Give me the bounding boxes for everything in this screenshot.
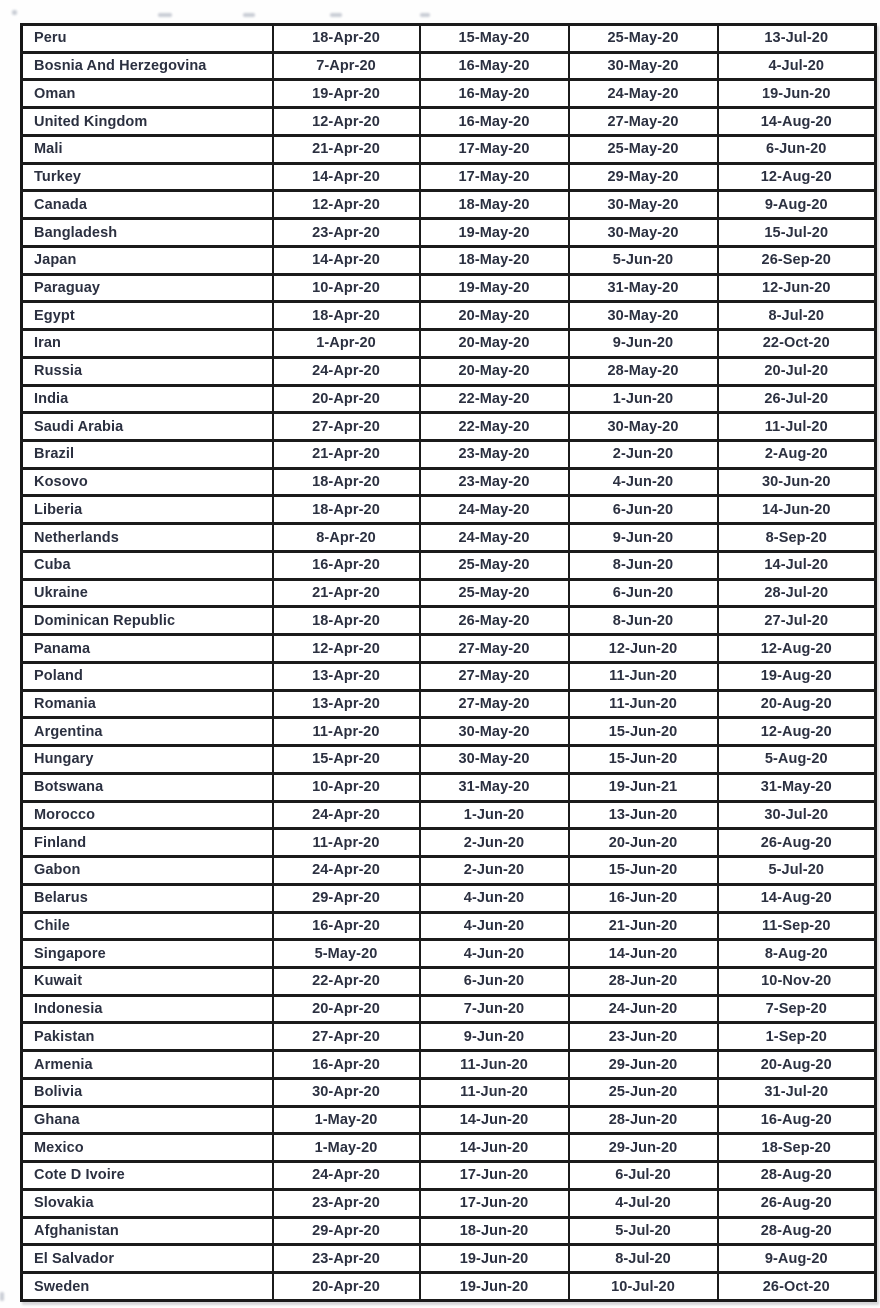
date-cell-4: 4-Jul-20 <box>718 52 876 80</box>
country-dates-table <box>20 23 877 1302</box>
date-cell-4: 12-Aug-20 <box>718 718 876 746</box>
country-cell: Cote D Ivoire <box>22 1162 273 1190</box>
date-cell-4: 20-Aug-20 <box>718 690 876 718</box>
table-row <box>22 413 876 441</box>
date-cell-2: 25-May-20 <box>420 579 569 607</box>
date-cell-4: 26-Jul-20 <box>718 385 876 413</box>
date-cell-2: 24-May-20 <box>420 496 569 524</box>
date-cell-4: 2-Aug-20 <box>718 441 876 469</box>
country-cell: Netherlands <box>22 524 273 552</box>
country-cell: Egypt <box>22 302 273 330</box>
country-cell: Dominican Republic <box>22 607 273 635</box>
date-cell-2: 22-May-20 <box>420 413 569 441</box>
date-cell-2: 2-Jun-20 <box>420 857 569 885</box>
table-row <box>22 25 876 53</box>
table-row <box>22 302 876 330</box>
date-cell-2: 30-May-20 <box>420 718 569 746</box>
date-cell-3: 31-May-20 <box>569 274 718 302</box>
date-cell-1: 20-Apr-20 <box>273 1273 420 1301</box>
date-cell-4: 26-Aug-20 <box>718 829 876 857</box>
date-cell-3: 15-Jun-20 <box>569 857 718 885</box>
country-cell: Bangladesh <box>22 219 273 247</box>
date-cell-3: 9-Jun-20 <box>569 330 718 358</box>
date-cell-4: 31-May-20 <box>718 773 876 801</box>
date-cell-2: 24-May-20 <box>420 524 569 552</box>
table-row <box>22 718 876 746</box>
country-cell: Poland <box>22 662 273 690</box>
country-cell: Peru <box>22 25 273 53</box>
date-cell-2: 11-Jun-20 <box>420 1051 569 1079</box>
date-cell-4: 7-Sep-20 <box>718 995 876 1023</box>
date-cell-2: 27-May-20 <box>420 690 569 718</box>
date-cell-3: 5-Jul-20 <box>569 1217 718 1245</box>
date-cell-4: 31-Jul-20 <box>718 1078 876 1106</box>
table-body <box>22 25 876 1301</box>
date-cell-2: 18-May-20 <box>420 191 569 219</box>
date-cell-2: 27-May-20 <box>420 662 569 690</box>
crop-artifact <box>158 13 172 17</box>
date-cell-2: 17-Jun-20 <box>420 1189 569 1217</box>
date-cell-3: 2-Jun-20 <box>569 441 718 469</box>
table-row <box>22 1162 876 1190</box>
date-cell-3: 30-May-20 <box>569 219 718 247</box>
date-cell-2: 26-May-20 <box>420 607 569 635</box>
date-cell-1: 21-Apr-20 <box>273 579 420 607</box>
crop-artifact <box>330 13 342 17</box>
date-cell-4: 12-Aug-20 <box>718 635 876 663</box>
date-cell-4: 9-Aug-20 <box>718 1245 876 1273</box>
date-cell-4: 14-Jul-20 <box>718 551 876 579</box>
country-cell: Ukraine <box>22 579 273 607</box>
date-cell-3: 25-May-20 <box>569 25 718 53</box>
date-cell-2: 27-May-20 <box>420 635 569 663</box>
date-cell-4: 28-Aug-20 <box>718 1162 876 1190</box>
date-cell-2: 20-May-20 <box>420 357 569 385</box>
date-cell-3: 29-May-20 <box>569 163 718 191</box>
date-cell-2: 7-Jun-20 <box>420 995 569 1023</box>
date-cell-4: 8-Aug-20 <box>718 940 876 968</box>
country-cell: Mali <box>22 135 273 163</box>
date-cell-1: 12-Apr-20 <box>273 108 420 136</box>
date-cell-2: 15-May-20 <box>420 25 569 53</box>
country-cell: Cuba <box>22 551 273 579</box>
table-row <box>22 108 876 136</box>
date-cell-2: 2-Jun-20 <box>420 829 569 857</box>
date-cell-3: 19-Jun-21 <box>569 773 718 801</box>
date-cell-2: 17-May-20 <box>420 163 569 191</box>
date-cell-3: 29-Jun-20 <box>569 1134 718 1162</box>
date-cell-1: 19-Apr-20 <box>273 80 420 108</box>
date-cell-3: 13-Jun-20 <box>569 801 718 829</box>
table-row <box>22 385 876 413</box>
table-row <box>22 1051 876 1079</box>
date-cell-3: 9-Jun-20 <box>569 524 718 552</box>
date-cell-4: 6-Jun-20 <box>718 135 876 163</box>
date-cell-3: 21-Jun-20 <box>569 912 718 940</box>
table-row <box>22 330 876 358</box>
date-cell-4: 26-Sep-20 <box>718 246 876 274</box>
date-cell-4: 28-Aug-20 <box>718 1217 876 1245</box>
table-row <box>22 135 876 163</box>
country-cell: Canada <box>22 191 273 219</box>
date-cell-4: 9-Aug-20 <box>718 191 876 219</box>
date-cell-4: 26-Oct-20 <box>718 1273 876 1301</box>
table-row <box>22 246 876 274</box>
table-row <box>22 773 876 801</box>
country-cell: Armenia <box>22 1051 273 1079</box>
country-cell: Argentina <box>22 718 273 746</box>
date-cell-2: 16-May-20 <box>420 52 569 80</box>
date-cell-1: 29-Apr-20 <box>273 1217 420 1245</box>
date-cell-3: 15-Jun-20 <box>569 718 718 746</box>
table-row <box>22 607 876 635</box>
date-cell-3: 30-May-20 <box>569 302 718 330</box>
table-row <box>22 1273 876 1301</box>
date-cell-4: 27-Jul-20 <box>718 607 876 635</box>
country-cell: Finland <box>22 829 273 857</box>
table-row <box>22 1217 876 1245</box>
date-cell-3: 5-Jun-20 <box>569 246 718 274</box>
country-cell: El Salvador <box>22 1245 273 1273</box>
date-cell-4: 5-Jul-20 <box>718 857 876 885</box>
date-cell-4: 12-Jun-20 <box>718 274 876 302</box>
country-cell: Iran <box>22 330 273 358</box>
date-cell-1: 8-Apr-20 <box>273 524 420 552</box>
date-cell-4: 11-Jul-20 <box>718 413 876 441</box>
date-cell-3: 12-Jun-20 <box>569 635 718 663</box>
date-cell-2: 4-Jun-20 <box>420 912 569 940</box>
date-cell-4: 18-Sep-20 <box>718 1134 876 1162</box>
date-cell-4: 20-Jul-20 <box>718 357 876 385</box>
table-row <box>22 940 876 968</box>
date-cell-4: 14-Aug-20 <box>718 108 876 136</box>
table-row <box>22 801 876 829</box>
date-cell-3: 1-Jun-20 <box>569 385 718 413</box>
country-cell: Japan <box>22 246 273 274</box>
date-cell-4: 30-Jun-20 <box>718 468 876 496</box>
date-cell-4: 15-Jul-20 <box>718 219 876 247</box>
date-cell-2: 25-May-20 <box>420 551 569 579</box>
country-cell: Afghanistan <box>22 1217 273 1245</box>
crop-artifact <box>420 13 430 17</box>
date-cell-3: 20-Jun-20 <box>569 829 718 857</box>
date-cell-3: 30-May-20 <box>569 191 718 219</box>
date-cell-3: 10-Jul-20 <box>569 1273 718 1301</box>
country-cell: Ghana <box>22 1106 273 1134</box>
table-row <box>22 857 876 885</box>
table-row <box>22 1106 876 1134</box>
country-cell: Saudi Arabia <box>22 413 273 441</box>
table-row <box>22 1078 876 1106</box>
country-cell: Indonesia <box>22 995 273 1023</box>
table-row <box>22 191 876 219</box>
date-cell-3: 4-Jun-20 <box>569 468 718 496</box>
table-row <box>22 468 876 496</box>
date-cell-1: 11-Apr-20 <box>273 718 420 746</box>
table-row <box>22 1023 876 1051</box>
date-cell-1: 21-Apr-20 <box>273 441 420 469</box>
country-cell: Oman <box>22 80 273 108</box>
date-cell-2: 30-May-20 <box>420 746 569 774</box>
table-row <box>22 1134 876 1162</box>
date-cell-3: 25-Jun-20 <box>569 1078 718 1106</box>
date-cell-1: 23-Apr-20 <box>273 219 420 247</box>
date-cell-1: 21-Apr-20 <box>273 135 420 163</box>
table-row <box>22 746 876 774</box>
table-row <box>22 80 876 108</box>
date-cell-3: 6-Jul-20 <box>569 1162 718 1190</box>
date-cell-3: 6-Jun-20 <box>569 579 718 607</box>
table-row <box>22 635 876 663</box>
date-cell-4: 22-Oct-20 <box>718 330 876 358</box>
date-cell-3: 28-Jun-20 <box>569 967 718 995</box>
date-cell-3: 4-Jul-20 <box>569 1189 718 1217</box>
table-row <box>22 551 876 579</box>
date-cell-3: 30-May-20 <box>569 52 718 80</box>
date-cell-1: 13-Apr-20 <box>273 662 420 690</box>
table-row <box>22 967 876 995</box>
crop-artifact <box>243 13 255 17</box>
country-cell: United Kingdom <box>22 108 273 136</box>
country-cell: Morocco <box>22 801 273 829</box>
date-cell-3: 29-Jun-20 <box>569 1051 718 1079</box>
date-cell-3: 28-May-20 <box>569 357 718 385</box>
date-cell-2: 16-May-20 <box>420 108 569 136</box>
date-cell-2: 23-May-20 <box>420 468 569 496</box>
date-cell-2: 14-Jun-20 <box>420 1134 569 1162</box>
date-cell-3: 15-Jun-20 <box>569 746 718 774</box>
date-cell-4: 30-Jul-20 <box>718 801 876 829</box>
date-cell-2: 9-Jun-20 <box>420 1023 569 1051</box>
date-cell-3: 8-Jun-20 <box>569 607 718 635</box>
date-cell-1: 23-Apr-20 <box>273 1189 420 1217</box>
date-cell-1: 16-Apr-20 <box>273 551 420 579</box>
date-cell-4: 11-Sep-20 <box>718 912 876 940</box>
date-cell-3: 8-Jul-20 <box>569 1245 718 1273</box>
date-cell-1: 30-Apr-20 <box>273 1078 420 1106</box>
date-cell-4: 5-Aug-20 <box>718 746 876 774</box>
table-row <box>22 163 876 191</box>
table-row <box>22 884 876 912</box>
date-cell-2: 4-Jun-20 <box>420 940 569 968</box>
date-cell-1: 24-Apr-20 <box>273 1162 420 1190</box>
table-row <box>22 219 876 247</box>
table-row <box>22 524 876 552</box>
country-cell: Botswana <box>22 773 273 801</box>
date-cell-4: 28-Jul-20 <box>718 579 876 607</box>
date-cell-4: 26-Aug-20 <box>718 1189 876 1217</box>
date-cell-3: 24-Jun-20 <box>569 995 718 1023</box>
table-row <box>22 52 876 80</box>
table-row <box>22 579 876 607</box>
country-cell: Singapore <box>22 940 273 968</box>
table-row <box>22 690 876 718</box>
date-cell-4: 12-Aug-20 <box>718 163 876 191</box>
date-cell-1: 12-Apr-20 <box>273 635 420 663</box>
date-cell-4: 1-Sep-20 <box>718 1023 876 1051</box>
date-cell-1: 18-Apr-20 <box>273 25 420 53</box>
date-cell-2: 19-May-20 <box>420 219 569 247</box>
table-row <box>22 995 876 1023</box>
country-cell: Kuwait <box>22 967 273 995</box>
table-row <box>22 496 876 524</box>
date-cell-4: 14-Jun-20 <box>718 496 876 524</box>
date-cell-4: 16-Aug-20 <box>718 1106 876 1134</box>
country-cell: Liberia <box>22 496 273 524</box>
country-cell: Slovakia <box>22 1189 273 1217</box>
country-cell: Belarus <box>22 884 273 912</box>
date-cell-3: 24-May-20 <box>569 80 718 108</box>
date-cell-3: 27-May-20 <box>569 108 718 136</box>
date-cell-1: 20-Apr-20 <box>273 385 420 413</box>
date-cell-2: 17-Jun-20 <box>420 1162 569 1190</box>
table-row <box>22 662 876 690</box>
date-cell-1: 14-Apr-20 <box>273 246 420 274</box>
date-cell-3: 28-Jun-20 <box>569 1106 718 1134</box>
date-cell-1: 13-Apr-20 <box>273 690 420 718</box>
date-cell-1: 24-Apr-20 <box>273 801 420 829</box>
date-cell-1: 22-Apr-20 <box>273 967 420 995</box>
crop-artifact <box>0 1292 4 1301</box>
date-cell-1: 18-Apr-20 <box>273 302 420 330</box>
date-cell-4: 20-Aug-20 <box>718 1051 876 1079</box>
date-cell-2: 23-May-20 <box>420 441 569 469</box>
date-cell-2: 20-May-20 <box>420 302 569 330</box>
table-row <box>22 274 876 302</box>
date-cell-2: 31-May-20 <box>420 773 569 801</box>
date-cell-2: 16-May-20 <box>420 80 569 108</box>
date-cell-1: 7-Apr-20 <box>273 52 420 80</box>
country-cell: Bosnia And Herzegovina <box>22 52 273 80</box>
date-cell-2: 20-May-20 <box>420 330 569 358</box>
date-cell-1: 11-Apr-20 <box>273 829 420 857</box>
date-cell-4: 8-Jul-20 <box>718 302 876 330</box>
date-cell-1: 18-Apr-20 <box>273 607 420 635</box>
date-cell-1: 24-Apr-20 <box>273 357 420 385</box>
date-cell-1: 1-Apr-20 <box>273 330 420 358</box>
country-cell: Mexico <box>22 1134 273 1162</box>
date-cell-1: 18-Apr-20 <box>273 468 420 496</box>
country-cell: Panama <box>22 635 273 663</box>
date-cell-1: 16-Apr-20 <box>273 912 420 940</box>
date-cell-2: 17-May-20 <box>420 135 569 163</box>
date-cell-1: 27-Apr-20 <box>273 413 420 441</box>
date-cell-1: 1-May-20 <box>273 1134 420 1162</box>
date-cell-1: 23-Apr-20 <box>273 1245 420 1273</box>
table-row <box>22 441 876 469</box>
date-cell-3: 16-Jun-20 <box>569 884 718 912</box>
date-cell-2: 19-May-20 <box>420 274 569 302</box>
date-cell-3: 25-May-20 <box>569 135 718 163</box>
date-cell-2: 22-May-20 <box>420 385 569 413</box>
date-cell-1: 14-Apr-20 <box>273 163 420 191</box>
date-cell-3: 11-Jun-20 <box>569 662 718 690</box>
date-cell-1: 10-Apr-20 <box>273 773 420 801</box>
country-cell: Chile <box>22 912 273 940</box>
date-cell-3: 6-Jun-20 <box>569 496 718 524</box>
date-cell-1: 5-May-20 <box>273 940 420 968</box>
country-cell: Kosovo <box>22 468 273 496</box>
country-cell: Pakistan <box>22 1023 273 1051</box>
date-cell-3: 8-Jun-20 <box>569 551 718 579</box>
date-cell-3: 23-Jun-20 <box>569 1023 718 1051</box>
date-cell-2: 1-Jun-20 <box>420 801 569 829</box>
date-cell-1: 18-Apr-20 <box>273 496 420 524</box>
date-cell-3: 11-Jun-20 <box>569 690 718 718</box>
date-cell-1: 20-Apr-20 <box>273 995 420 1023</box>
date-cell-2: 18-May-20 <box>420 246 569 274</box>
date-cell-1: 15-Apr-20 <box>273 746 420 774</box>
crop-artifact <box>12 10 17 15</box>
date-cell-3: 30-May-20 <box>569 413 718 441</box>
country-cell: Paraguay <box>22 274 273 302</box>
date-cell-4: 13-Jul-20 <box>718 25 876 53</box>
country-cell: Gabon <box>22 857 273 885</box>
table-row <box>22 1189 876 1217</box>
date-cell-2: 14-Jun-20 <box>420 1106 569 1134</box>
table-row <box>22 1245 876 1273</box>
date-cell-1: 24-Apr-20 <box>273 857 420 885</box>
date-cell-1: 12-Apr-20 <box>273 191 420 219</box>
table-row <box>22 829 876 857</box>
country-cell: Hungary <box>22 746 273 774</box>
date-cell-4: 19-Aug-20 <box>718 662 876 690</box>
table-row <box>22 912 876 940</box>
country-cell: Brazil <box>22 441 273 469</box>
date-cell-1: 10-Apr-20 <box>273 274 420 302</box>
date-cell-4: 14-Aug-20 <box>718 884 876 912</box>
date-cell-1: 27-Apr-20 <box>273 1023 420 1051</box>
date-cell-4: 10-Nov-20 <box>718 967 876 995</box>
date-cell-2: 4-Jun-20 <box>420 884 569 912</box>
country-cell: Romania <box>22 690 273 718</box>
date-cell-2: 6-Jun-20 <box>420 967 569 995</box>
date-cell-3: 14-Jun-20 <box>569 940 718 968</box>
date-cell-2: 19-Jun-20 <box>420 1273 569 1301</box>
date-cell-2: 11-Jun-20 <box>420 1078 569 1106</box>
date-cell-4: 19-Jun-20 <box>718 80 876 108</box>
date-cell-2: 19-Jun-20 <box>420 1245 569 1273</box>
country-cell: Bolivia <box>22 1078 273 1106</box>
date-cell-4: 8-Sep-20 <box>718 524 876 552</box>
country-cell: India <box>22 385 273 413</box>
country-cell: Russia <box>22 357 273 385</box>
country-cell: Turkey <box>22 163 273 191</box>
date-cell-2: 18-Jun-20 <box>420 1217 569 1245</box>
date-cell-1: 1-May-20 <box>273 1106 420 1134</box>
table-row <box>22 357 876 385</box>
date-cell-1: 29-Apr-20 <box>273 884 420 912</box>
country-cell: Sweden <box>22 1273 273 1301</box>
date-cell-1: 16-Apr-20 <box>273 1051 420 1079</box>
